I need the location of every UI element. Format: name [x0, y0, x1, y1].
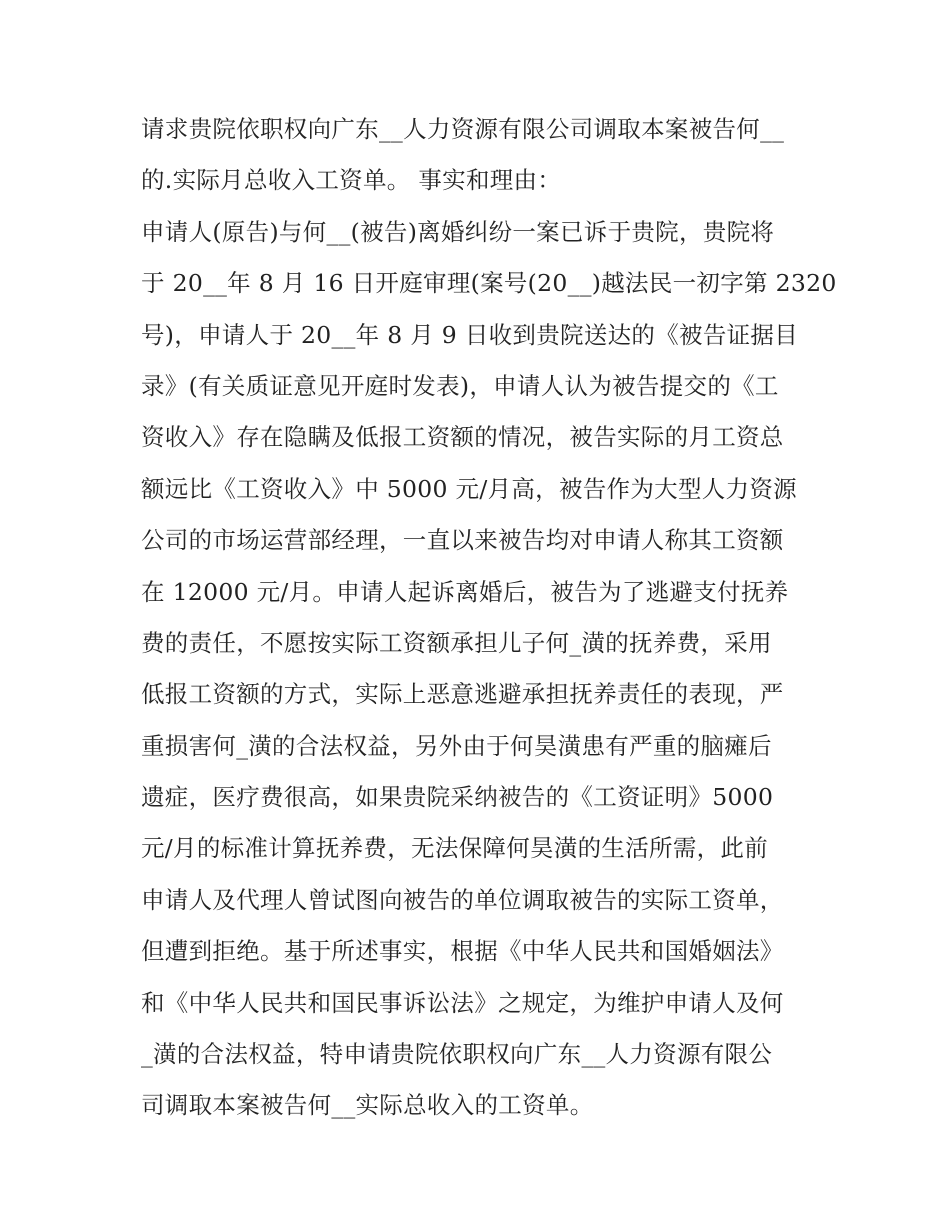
- text-line: 司调取本案被告何__实际总收入的工资单。: [141, 1091, 594, 1120]
- text-line: 的.实际月总收入工资单。 事实和理由：: [141, 166, 562, 195]
- text-line: 资收入》存在隐瞒及低报工资额的情况，被告实际的月工资总: [141, 423, 784, 452]
- text-line: 但遭到拒绝。基于所述事实，根据《中华人民共和国婚姻法》: [141, 937, 784, 966]
- text-line: 号)，申请人于 20__年 8 月 9 日收到贵院送达的《被告证据目: [141, 320, 799, 349]
- text-line: 额远比《工资收入》中 5000 元/月高，被告作为大型人力资源: [141, 474, 797, 503]
- text-line: 在 12000 元/月。申请人起诉离婚后，被告为了逃避支付抚养: [141, 577, 789, 606]
- text-line: _潢的合法权益，特申请贵院依职权向广东__人力资源有限公: [141, 1040, 773, 1069]
- text-line: 申请人及代理人曾试图向被告的单位调取被告的实际工资单，: [141, 885, 784, 914]
- text-line: 于 20__年 8 月 16 日开庭审理(案号(20__)越法民一初字第 2320: [141, 269, 837, 298]
- text-line: 录》(有关质证意见开庭时发表)，申请人认为被告提交的《工: [141, 371, 779, 400]
- text-line: 申请人(原告)与何__(被告)离婚纠纷一案已诉于贵院，贵院将: [141, 217, 775, 246]
- text-line: 遗症，医疗费很高，如果贵院采纳被告的《工资证明》5000: [141, 783, 774, 812]
- text-line: 和《中华人民共和国民事诉讼法》之规定，为维护申请人及何: [141, 988, 784, 1017]
- text-line: 低报工资额的方式，实际上恶意逃避承担抚养责任的表现，严: [141, 680, 784, 709]
- text-line: 公司的市场运营部经理，一直以来被告均对申请人称其工资额: [141, 526, 784, 555]
- text-line: 重损害何_潢的合法权益，另外由于何昊潢患有严重的脑瘫后: [141, 731, 772, 760]
- text-line: 元/月的标准计算抚养费，无法保障何昊潢的生活所需，此前: [141, 834, 769, 863]
- text-line: 费的责任，不愿按实际工资额承担儿子何_潢的抚养费，采用: [141, 628, 772, 657]
- body-text: [141, 104, 837, 1132]
- text-line: 请求贵院依职权向广东__人力资源有限公司调取本案被告何__: [141, 115, 785, 143]
